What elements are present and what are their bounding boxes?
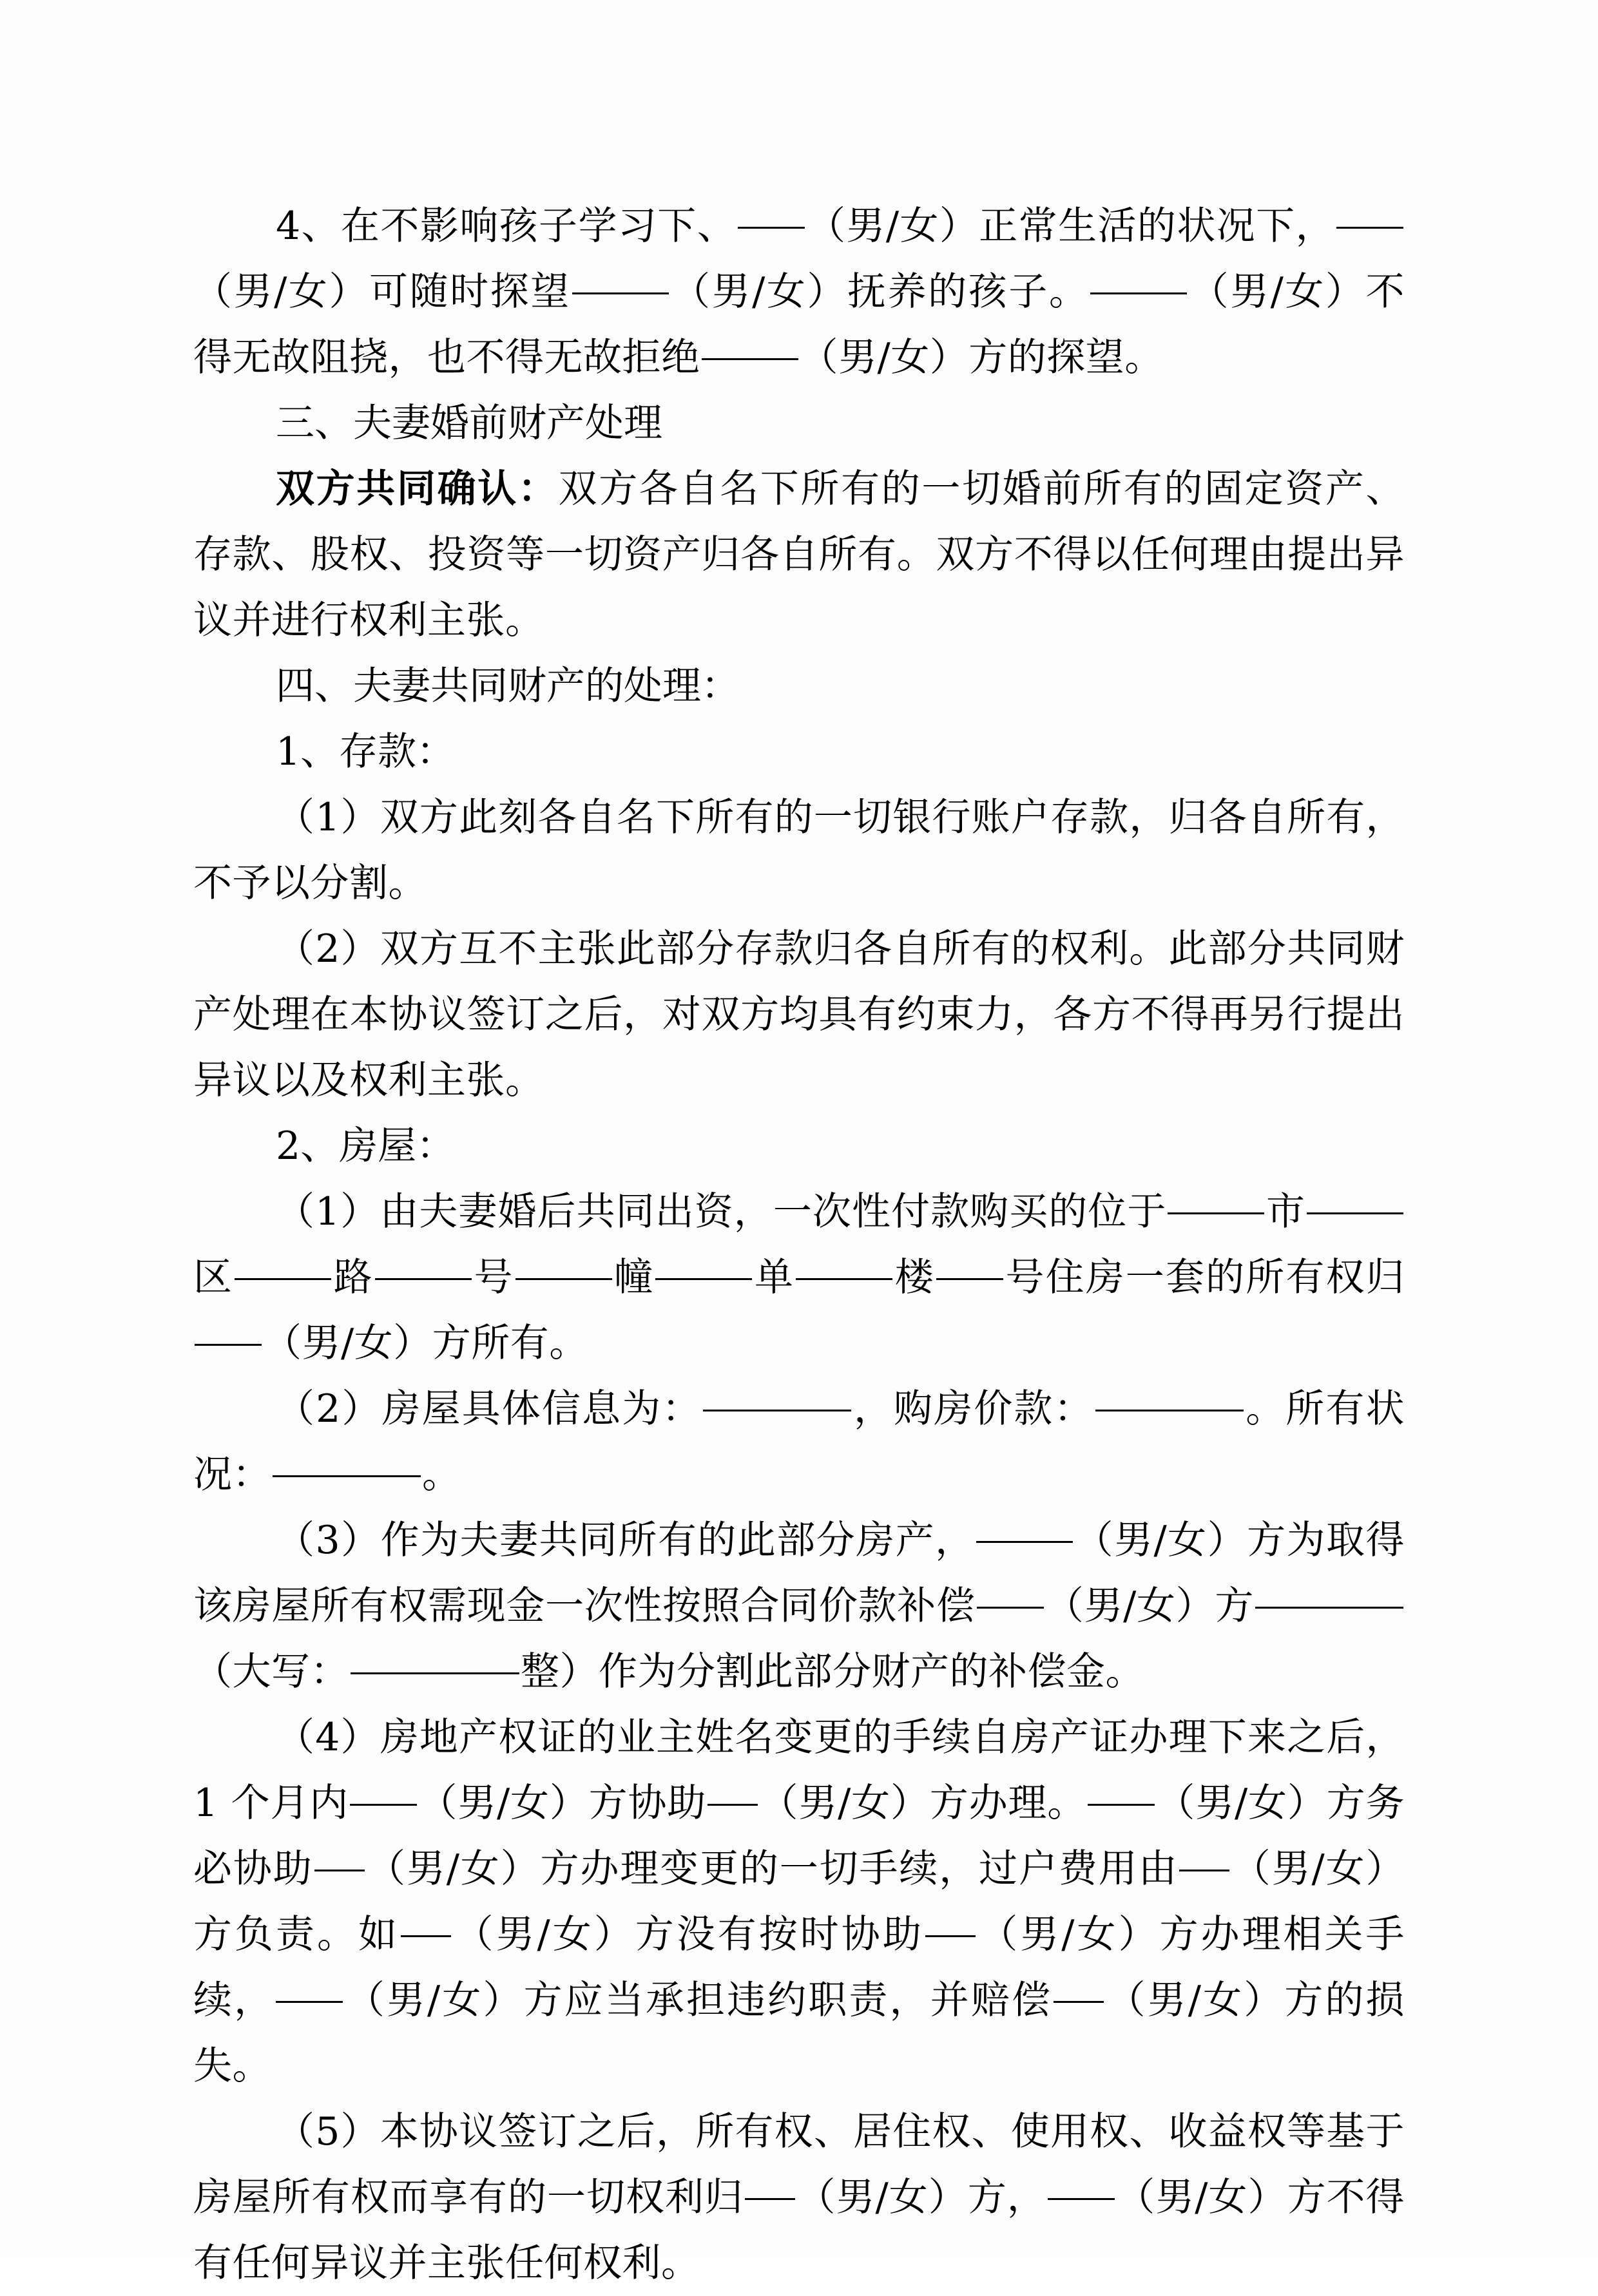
body-text: （男/女）正常生活的状况下， (806, 204, 1335, 249)
section-heading (193, 719, 1405, 785)
body-text: （3）作为夫妻共同所有的此部分房产， (276, 1518, 975, 1563)
body-text: （男/女）方， (796, 2175, 1046, 2220)
fill-in-blank[interactable] (745, 2165, 795, 2200)
fill-in-blank[interactable] (1090, 259, 1187, 294)
body-text: 区 (193, 1255, 234, 1300)
fill-in-blank[interactable] (375, 1245, 472, 1280)
fill-in-blank[interactable] (1255, 1573, 1403, 1609)
body-text: （男/女）方不得有任何异议并主张任何权利。 (193, 2175, 1405, 2286)
paragraph (193, 1507, 1405, 1705)
body-text: 4、在不影响孩子学习下、 (276, 204, 737, 249)
body-text: （男/女）方办理变更的一切手续，过户费用由 (365, 1846, 1179, 1891)
paragraph (193, 1705, 1405, 2099)
body-text: （男/女）方的探望。 (799, 335, 1164, 380)
fill-in-blank[interactable] (195, 1310, 262, 1346)
fill-in-blank[interactable] (235, 1245, 331, 1280)
body-text: 四、夫妻共同财产的处理： (276, 664, 740, 709)
fill-in-blank[interactable] (738, 193, 805, 229)
body-text: （4）房地产权证的业主姓名变更的手续自房产证办理下来之后，1 个月内 (193, 1715, 1405, 1826)
section-heading (193, 653, 1405, 719)
body-text: （大写： (193, 1649, 349, 1694)
paragraph (193, 1179, 1405, 1376)
paragraph (193, 1376, 1405, 1507)
body-text: 楼 (894, 1255, 935, 1300)
body-text: （男/女）方所有。 (263, 1321, 588, 1366)
body-text: 市 (1266, 1189, 1305, 1234)
section-heading (193, 1113, 1405, 1179)
fill-in-blank[interactable] (314, 1836, 365, 1871)
paragraph (193, 193, 1405, 390)
paragraph (193, 916, 1405, 1113)
body-text: 双方各自名下所有的一切婚前所有的固定资产、存款、股权、投资等一切资产归各自所有。双方不得以任何理由提出异议并进行权利主张。 (193, 466, 1405, 643)
paragraph (193, 456, 1405, 653)
body-text: 号住房一套的所有权归 (1004, 1255, 1405, 1300)
body-text: （1）由夫妻婚后共同出资，一次性付款购买的位于 (276, 1189, 1167, 1234)
fill-in-blank[interactable] (976, 1507, 1073, 1543)
body-text: （男/女）方办理。 (759, 1781, 1087, 1826)
body-text: （1）双方此刻各自名下所有的一切银行账户存款，归各自所有，不予以分割。 (193, 795, 1405, 906)
emphasis-text: 双方共同确认： (276, 466, 559, 512)
fill-in-blank[interactable] (1168, 1179, 1264, 1214)
body-text: （男/女）方没有按时协助 (452, 1912, 924, 1957)
body-text: （男/女）方负责。如 (193, 1846, 1405, 1957)
fill-in-blank[interactable] (276, 1967, 343, 2003)
document-body (193, 193, 1405, 2296)
fill-in-blank[interactable] (351, 1639, 519, 1674)
fill-in-blank[interactable] (515, 1245, 612, 1280)
body-text: （男/女）方应当承担违约职责，并赔偿 (344, 1978, 1052, 2023)
body-text: 整）作为分割此部分财产的补偿金。 (521, 1649, 1144, 1694)
body-text: ，购房价款： (852, 1386, 1094, 1431)
fill-in-blank[interactable] (1054, 1967, 1104, 2003)
paragraph (193, 2099, 1405, 2296)
fill-in-blank[interactable] (702, 325, 798, 360)
body-text: 号 (472, 1255, 514, 1300)
body-text: （男/女）方办理相关手续， (193, 1912, 1405, 2023)
fill-in-blank[interactable] (1336, 193, 1403, 229)
body-text: 2、房屋： (276, 1124, 456, 1169)
fill-in-blank[interactable] (655, 1245, 752, 1280)
section-heading (193, 390, 1405, 456)
body-text: （男/女）方的损失。 (193, 1978, 1405, 2089)
fill-in-blank[interactable] (703, 1376, 851, 1411)
body-text: 1、存款： (276, 729, 456, 774)
body-text: 单 (753, 1255, 795, 1300)
fill-in-blank[interactable] (1307, 1179, 1403, 1214)
body-text: （男/女）方协助 (418, 1781, 707, 1826)
body-text: 三、夫妻婚前财产处理 (276, 401, 662, 446)
body-text: 。 (422, 1452, 461, 1497)
body-text: 路 (332, 1255, 374, 1300)
body-text: （男/女）方 (1044, 1583, 1255, 1629)
fill-in-blank[interactable] (1095, 1376, 1244, 1411)
fill-in-blank[interactable] (796, 1245, 892, 1280)
body-text: （2）房屋具体信息为： (276, 1386, 702, 1431)
body-text: （男/女）方务必协助 (193, 1781, 1405, 1891)
body-text: （2）双方互不主张此部分存款归各自所有的权利。此部分共同财产处理在本协议签订之后，对双方均具有约束力，各方不得再另行提出异议以及权利主张。 (193, 926, 1405, 1103)
body-text: （男/女）方为取得该房屋所有权需现金一次性按照合同价款补偿 (193, 1518, 1405, 1629)
paragraph (193, 785, 1405, 916)
body-text: 幢 (613, 1255, 655, 1300)
fill-in-blank[interactable] (273, 1442, 421, 1477)
fill-in-blank[interactable] (572, 259, 669, 294)
fill-in-blank[interactable] (1088, 1770, 1155, 1806)
fill-in-blank[interactable] (936, 1245, 1003, 1280)
body-text: 。所有状况： (193, 1386, 1405, 1497)
fill-in-blank[interactable] (1048, 2165, 1115, 2200)
fill-in-blank[interactable] (1179, 1836, 1229, 1871)
body-text: （男/女）不得无故阻挠，也不得无故拒绝 (193, 269, 1405, 380)
body-text: （5）本协议签订之后，所有权、居住权、使用权、收益权等基于房屋所有权而享有的一切权利归 (193, 2109, 1405, 2220)
fill-in-blank[interactable] (708, 1770, 758, 1806)
body-text: （男/女）可随时探望 (193, 269, 571, 314)
fill-in-blank[interactable] (977, 1573, 1044, 1609)
fill-in-blank[interactable] (925, 1902, 976, 1937)
body-text: （男/女）抚养的孩子。 (669, 269, 1090, 314)
fill-in-blank[interactable] (401, 1902, 451, 1937)
fill-in-blank[interactable] (350, 1770, 417, 1806)
